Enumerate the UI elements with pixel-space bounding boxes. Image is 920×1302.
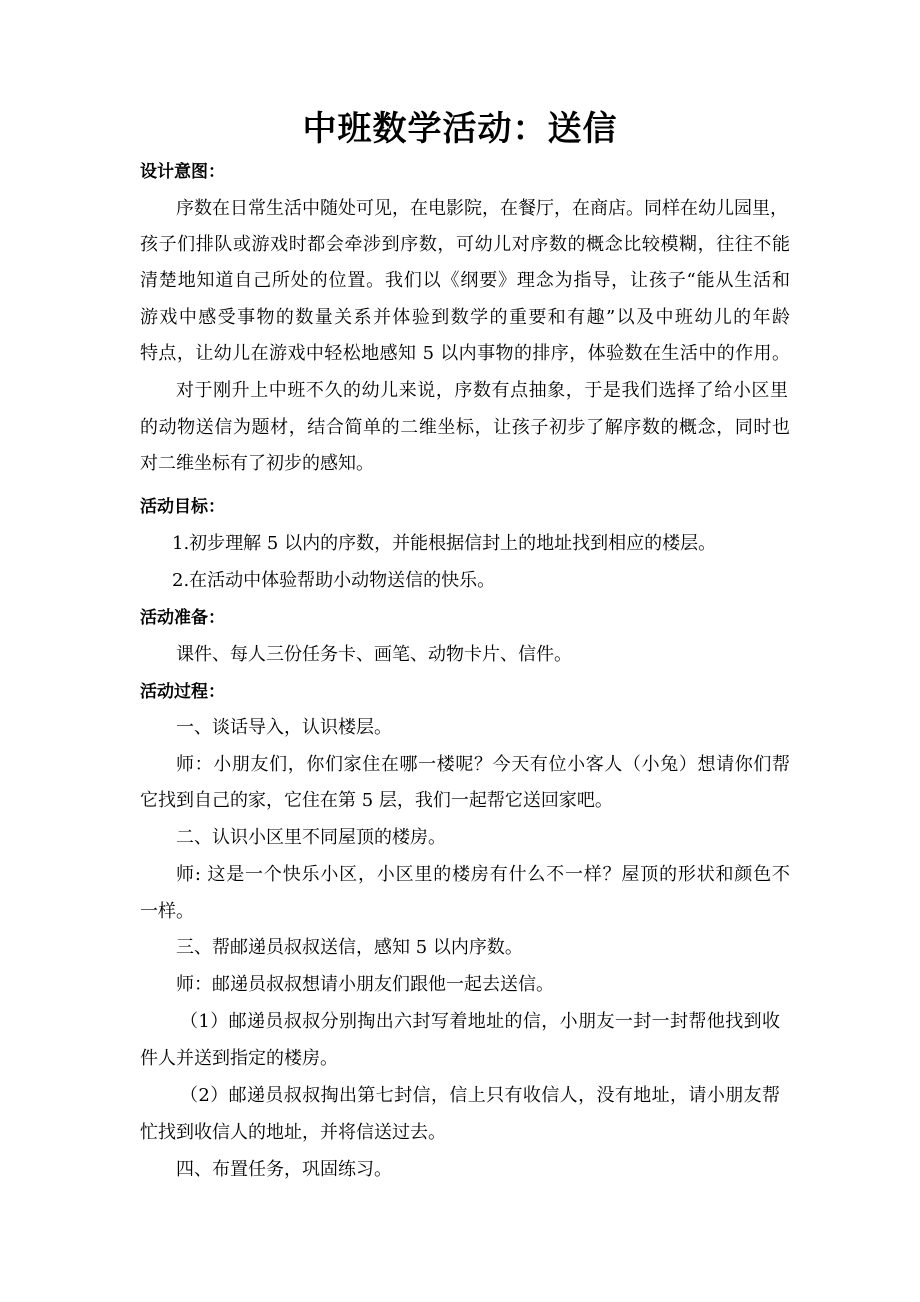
- section-heading-process: 活动过程：: [140, 682, 225, 702]
- paragraph-line: 孩子们排队或游戏时都会牵涉到序数，可幼儿对序数的概念比较模糊，往往不能: [140, 234, 790, 255]
- process-step: 四、布置任务，巩固练习。: [176, 1159, 392, 1180]
- section-heading-intent: 设计意图：: [140, 162, 225, 182]
- paragraph-line: 师：邮递员叔叔想请小朋友们跟他一起去送信。: [176, 974, 554, 995]
- paragraph-line: 对于刚升上中班不久的幼儿来说，序数有点抽象，于是我们选择了给小区里: [176, 380, 788, 401]
- process-step: 二、认识小区里不同屋顶的楼房。: [176, 827, 446, 848]
- paragraph-line: 特点，让幼儿在游戏中轻松地感知 5 以内事物的排序，体验数在生活中的作用。: [140, 343, 790, 364]
- paragraph-line: 游戏中感受事物的数量关系并体验到数学的重要和有趣”以及中班幼儿的年龄: [140, 307, 790, 328]
- paragraph-line: （2）邮递员叔叔掏出第七封信，信上只有收信人，没有地址，请小朋友帮: [180, 1085, 780, 1106]
- process-step: 三、帮邮递员叔叔送信，感知 5 以内序数。: [176, 937, 523, 958]
- paragraph-line: 它找到自己的家，它住在第 5 层，我们一起帮它送回家吧。: [140, 790, 613, 811]
- paragraph-line: 序数在日常生活中随处可见，在电影院，在餐厅，在商店。同样在幼儿园里，: [176, 198, 788, 219]
- process-step: 一、谈话导入，认识楼层。: [176, 717, 392, 738]
- section-heading-prep: 活动准备：: [140, 608, 225, 628]
- paragraph-line: 师: 这是一个快乐小区，小区里的楼房有什么不一样？屋顶的形状和颜色不: [176, 864, 790, 885]
- paragraph-line: 忙找到收信人的地址，并将信送过去。: [140, 1122, 446, 1143]
- paragraph-line: 一样。: [140, 901, 194, 922]
- page-title: 中班数学活动：送信: [302, 109, 618, 149]
- paragraph-line: 对二维坐标有了初步的感知。: [140, 453, 374, 474]
- goal-item: 2.在活动中体验帮助小动物送信的快乐。: [172, 570, 496, 591]
- paragraph-line: 师：小朋友们，你们家住在哪一楼呢？今天有位小客人（小兔）想请你们帮: [176, 754, 790, 775]
- goal-item: 1.初步理解 5 以内的序数，并能根据信封上的地址找到相应的楼层。: [172, 533, 717, 554]
- prep-text: 课件、每人三份任务卡、画笔、动物卡片、信件。: [176, 644, 572, 665]
- paragraph-line: 的动物送信为题材，结合简单的二维坐标，让孩子初步了解序数的概念，同时也: [140, 417, 790, 438]
- paragraph-line: （1）邮递员叔叔分别掏出六封写着地址的信，小朋友一封一封帮他找到收: [180, 1011, 780, 1032]
- paragraph-line: 件人并送到指定的楼房。: [140, 1048, 338, 1069]
- paragraph-line: 清楚地知道自己所处的位置。我们以《纲要》理念为指导，让孩子“能从生活和: [140, 270, 790, 291]
- section-heading-goals: 活动目标：: [140, 497, 225, 517]
